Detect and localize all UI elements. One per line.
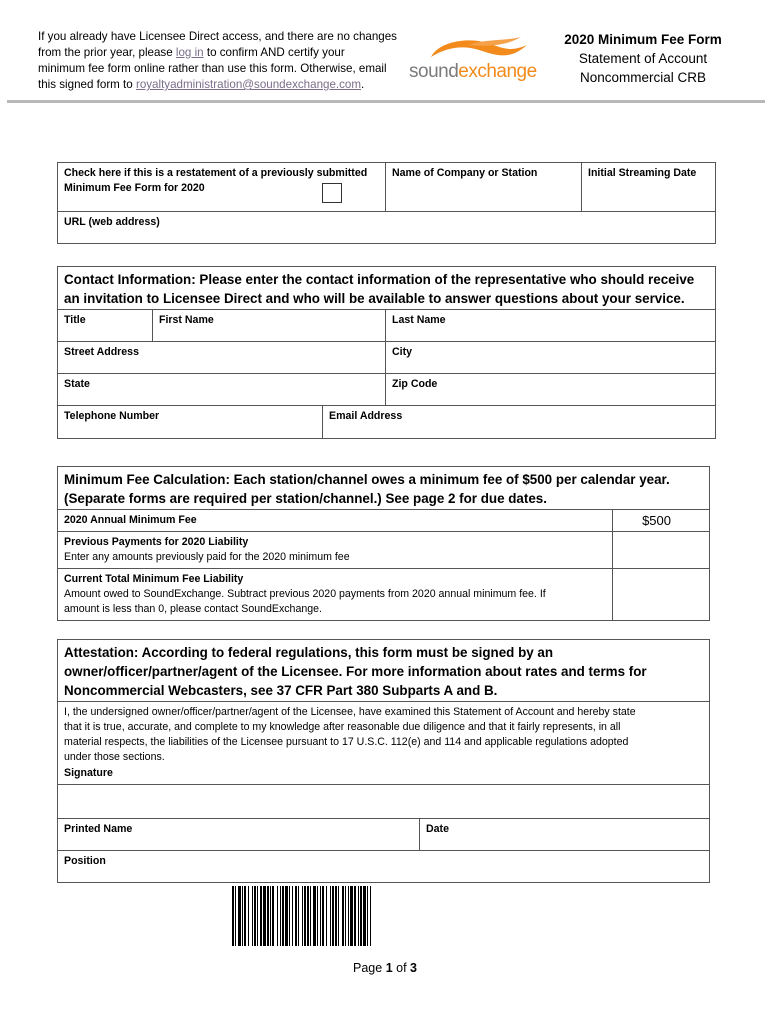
annual-fee-amount: $500 [613, 510, 710, 532]
header-divider [7, 100, 765, 103]
attestation-heading [58, 640, 710, 702]
printed-name-field[interactable] [58, 819, 420, 851]
current-liability-label: Current Total Minimum Fee Liability [64, 573, 244, 585]
company-name-label: Name of Company or Station [392, 167, 538, 179]
intro-line-2-pre: from the prior year, please [38, 46, 176, 59]
telephone-field[interactable] [58, 406, 323, 439]
attestation-statement-line-2: that it is true, accurate, and complete to my knowledge after reasonable due diligence and that it fairly represents, in all [64, 721, 621, 733]
fee-table [57, 466, 710, 621]
fee-heading [58, 467, 710, 510]
city-label: City [392, 346, 413, 358]
soundexchange-logo [409, 35, 544, 85]
previous-payments-label: Previous Payments for 2020 Liability [64, 536, 249, 548]
first-name-label: First Name [159, 314, 214, 326]
logo-text-sound: sound [409, 61, 459, 82]
email-link[interactable]: royaltyadministration@soundexchange.com [135, 78, 362, 91]
previous-payments-field[interactable] [613, 532, 710, 569]
contact-table [57, 266, 716, 439]
last-name-field[interactable] [386, 310, 716, 342]
title-field[interactable] [58, 310, 153, 342]
email-address-field[interactable] [323, 406, 716, 439]
current-liability-row [58, 569, 613, 621]
telephone-label: Telephone Number [64, 410, 160, 422]
login-link[interactable]: log in [175, 46, 204, 59]
zip-code-label: Zip Code [392, 378, 438, 390]
streaming-date-field[interactable] [582, 163, 716, 212]
form-subtitle-1: Statement of Account [578, 51, 708, 66]
position-label: Position [64, 855, 106, 867]
page-current: 1 [385, 961, 393, 975]
logo-wordmark [409, 61, 537, 83]
current-liability-note-2: amount is less than 0, please contact SoundExchange. [64, 603, 322, 615]
previous-payments-note: Enter any amounts previously paid for the 2020 minimum fee [64, 551, 350, 563]
contact-heading [58, 267, 716, 310]
signature-label: Signature [64, 767, 113, 779]
attestation-table [57, 639, 710, 883]
intro-line-4-post: . [361, 78, 365, 91]
contact-heading-line-2: an invitation to Licensee Direct and who will be available to answer questions about your service. [64, 291, 685, 306]
station-info-table [57, 162, 716, 244]
attestation-statement-line-3: material respects, the liabilities of the Licensee pursuant to 17 U.S.C. 112(e) and 114 and applicable regulations adopted [64, 736, 629, 748]
page-total: 3 [410, 961, 417, 975]
annual-fee-label: 2020 Annual Minimum Fee [64, 514, 197, 526]
date-label: Date [426, 823, 449, 835]
attestation-heading-line-2: owner/officer/partner/agent of the Licensee. For more information about rates and terms for [64, 664, 647, 679]
attestation-statement [58, 702, 710, 785]
streaming-date-label: Initial Streaming Date [588, 167, 697, 179]
form-title: 2020 Minimum Fee Form [564, 32, 722, 47]
company-name-field[interactable] [386, 163, 582, 212]
attestation-statement-line-4: under those sections. [64, 751, 165, 763]
email-address-label: Email Address [329, 410, 403, 422]
street-address-field[interactable] [58, 342, 386, 374]
page-word: Page [353, 961, 386, 975]
intro-line-2-post: to confirm AND certify your [203, 46, 345, 59]
previous-payments-row [58, 532, 613, 569]
first-name-field[interactable] [153, 310, 386, 342]
date-field[interactable] [420, 819, 710, 851]
city-field[interactable] [386, 342, 716, 374]
page-number [0, 961, 770, 975]
title-label: Title [64, 314, 86, 326]
contact-heading-line-1: Contact Information: Please enter the contact information of the representative who should receive [64, 272, 695, 287]
state-label: State [64, 378, 90, 390]
form-title-block [548, 30, 738, 87]
attestation-heading-line-3: Noncommercial Webcasters, see 37 CFR Part 380 Subparts A and B. [64, 683, 498, 698]
page-of: of [392, 961, 411, 975]
intro-text [38, 29, 398, 93]
barcode-bar [371, 886, 373, 946]
form-subtitle-2: Noncommercial CRB [579, 70, 707, 85]
url-field[interactable] [58, 212, 716, 244]
restatement-cell [58, 163, 386, 212]
restatement-label-2: Minimum Fee Form for 2020 [64, 182, 205, 194]
logo-text-exchange: exchange [458, 61, 537, 82]
fee-heading-line-2: (Separate forms are required per station/channel.) See page 2 for due dates. [64, 491, 547, 506]
url-label: URL (web address) [64, 216, 160, 228]
zip-code-field[interactable] [386, 374, 716, 406]
street-address-label: Street Address [64, 346, 139, 358]
restatement-checkbox[interactable] [322, 183, 342, 203]
position-field[interactable] [58, 851, 710, 883]
attestation-statement-line-1: I, the undersigned owner/officer/partner/agent of the Licensee, have examined this Statement of Account and hereby state [64, 706, 636, 718]
signature-field[interactable] [58, 785, 710, 819]
annual-fee-row [58, 510, 613, 532]
intro-line-3: minimum fee form online rather than use this form. Otherwise, email [38, 62, 387, 75]
intro-line-1: If you already have Licensee Direct access, and there are no changes [38, 30, 397, 43]
restatement-label-1: Check here if this is a restatement of a previously submitted [64, 167, 368, 179]
attestation-heading-line-1: Attestation: According to federal regulations, this form must be signed by an [64, 645, 554, 660]
current-liability-note-1: Amount owed to SoundExchange. Subtract previous 2020 payments from 2020 annual minimum fee. If [64, 588, 546, 600]
printed-name-label: Printed Name [64, 823, 133, 835]
last-name-label: Last Name [392, 314, 446, 326]
intro-line-4-pre: this signed form to [38, 78, 136, 91]
barcode [232, 886, 526, 946]
state-field[interactable] [58, 374, 386, 406]
current-liability-field[interactable] [613, 569, 710, 621]
fee-heading-line-1: Minimum Fee Calculation: Each station/channel owes a minimum fee of $500 per calendar year. [64, 472, 670, 487]
